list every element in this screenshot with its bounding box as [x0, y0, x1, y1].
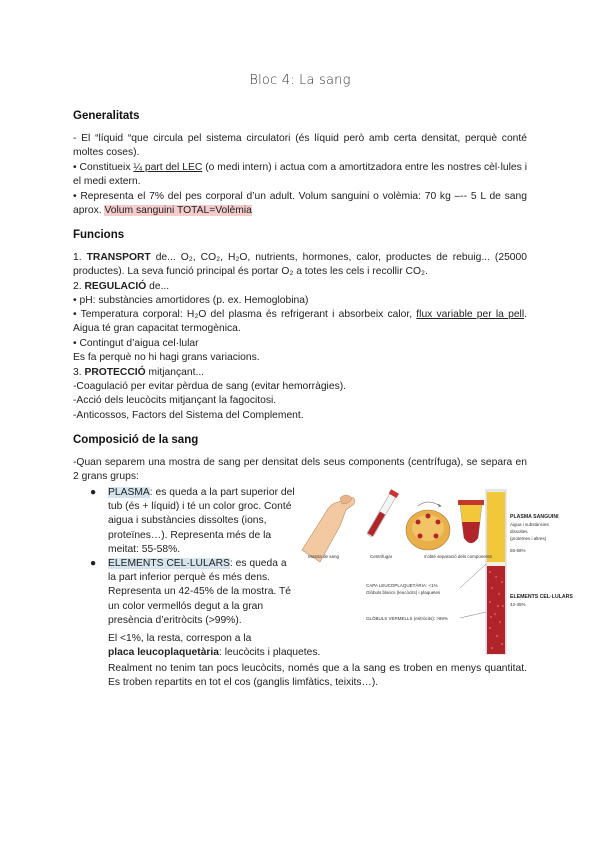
elements-pct-label: 42-45%: [510, 602, 526, 607]
leader-line: [460, 564, 486, 588]
list-item-elements: [90, 557, 295, 628]
text: : leucòcits i plaquetes.: [219, 647, 321, 658]
text: 1.: [73, 252, 87, 263]
plasma-sub2-label: dissoltes: [510, 529, 528, 534]
text: mitjançant...: [145, 367, 205, 378]
bold-text: REGULACIÓ: [84, 281, 147, 292]
buffy-coat-layer: [487, 562, 505, 566]
text: • Temperatura corporal: H₂O del plasma és refrigerant i absorbeix calor,: [73, 309, 417, 320]
step2-label: Centrifugar: [370, 554, 393, 559]
underlined-text: ¼ part del LEC: [133, 162, 203, 173]
line-variacions: Es fa perquè no hi hagi grans variacions.: [73, 352, 260, 363]
capa-title-label: CAPA LEUCOPLAQUETÀRIA: <1%: [366, 583, 438, 588]
text: (o medi intern) i actua com a amortitzadora entre les nostres cèl·lules i el medi extern.: [73, 162, 527, 188]
text: de... O₂, CO₂, H₂O, nutrients, hormones, calor, productes de rebuig... (25000 productes). La seva funció principal és portar O₂ a totes les cels i recollir CO₂.: [73, 252, 527, 278]
underlined-text: flux variable per la pell: [416, 309, 525, 320]
line-placa: [108, 646, 320, 660]
section-heading-generalitats: Generalitats: [73, 110, 140, 122]
capa-sub-label: Glòbuls blancs (leucòcits) i plaquetes: [366, 590, 441, 595]
plasma-pct-label: 55-58%: [510, 548, 526, 553]
text: : es queda a la part superior del tub (és + líquid) i té un color groc. Conté aigua i substàncies dissoltes (ions, proteïnes…). Representa més de la meitat: 55-58%.: [108, 487, 295, 555]
step3-label: s'obté separació dels components: [424, 554, 492, 559]
line-proteccio: [73, 366, 204, 380]
paragraph-generalitats-1: - El “líquid “que circula pel sistema circulatori (és líquid però amb certa densitat, perquè conté moltes coses).: [73, 133, 527, 159]
line-anticossos: -Anticossos, Factors del Sistema del Complement.: [73, 410, 304, 421]
line-coagulacio: -Coagulació per evitar pèrdua de sang (evitar hemorràgies).: [73, 381, 347, 392]
text: • Representa el 7% del pes corporal d’un adult. Volum sanguini o volèmia: 70 kg –-- 5 L de sang aprox.: [73, 191, 527, 217]
line-contingut: • Contingut d’aigua cel·lular: [73, 338, 199, 349]
paragraph-temperatura: [73, 308, 527, 336]
paragraph-transport: [73, 251, 527, 279]
step1-label: Mostra de sang: [308, 554, 340, 559]
plasma-title-label: PLASMA SANGUINI: [510, 514, 559, 520]
leader-line: [460, 612, 486, 618]
text: • Constitueix: [73, 162, 134, 173]
plasma-sub1-label: Aigua i substàncies: [510, 522, 549, 527]
paragraph-generalitats-3: [73, 190, 527, 218]
elements-title-label: ELEMENTS CEL·LULARS: [510, 594, 573, 600]
paragraph-generalitats-2: [73, 161, 527, 189]
component-list: [90, 486, 295, 628]
line-regulacio: [73, 280, 169, 294]
red-cell-layer: [487, 566, 505, 654]
paragraph-final: Realment no tenim tan pocs leucòcits, només que a la sang es troben en menys quantitat. Es troben repartits en tot el cos (ganglis limfàtics, teixits…).: [108, 663, 527, 689]
line-ph: • pH: substàncies amortidores (p. ex. Hemoglobina): [73, 295, 309, 306]
paragraph-composicio-intro: -Quan separem una mostra de sang per densitat dels seus components (centrífuga), se separa en 2 grans grups:: [73, 457, 527, 483]
bold-text: placa leucoplaquetària: [108, 647, 220, 658]
large-tube: [486, 490, 506, 654]
line-fagocitosi: -Acció dels leucòcits mitjançant la fagocitosi.: [73, 395, 277, 406]
text: : es queda a la part inferior perquè és més dens. Representa un 42-45% de la mostra. Té un color vermellós degut a la gran presència d’eritròcits (>99%).: [108, 558, 291, 626]
bullet-icon: ●: [90, 558, 97, 570]
syringe-tube: [366, 489, 399, 538]
centrifuge-icon: [406, 502, 450, 550]
bullet-icon: ●: [90, 487, 97, 498]
page-title: Bloc 4: La sang: [249, 73, 351, 88]
section-heading-composicio: Composició de la sang: [73, 434, 199, 446]
bold-text: PROTECCIÓ: [84, 367, 146, 378]
plasma-label: PLASMA: [108, 487, 150, 498]
bold-text: TRANSPORT: [86, 252, 151, 263]
text: 2.: [73, 281, 85, 292]
globuls-label: GLÒBULS VERMELLS (eritròcits): >99%: [366, 616, 448, 621]
text: . Aigua té gran capacitat termogènica.: [73, 309, 528, 335]
blood-separation-figure: [300, 482, 573, 657]
text: de...: [146, 281, 170, 292]
small-separated-tube: [458, 500, 484, 543]
plasma-sub3-label: (proteïnes i altres): [510, 536, 547, 541]
section-heading-funcions: Funcions: [73, 229, 125, 241]
text: 3.: [73, 367, 85, 378]
arm-illustration: [302, 498, 355, 562]
plasma-layer: [487, 492, 505, 562]
elements-label: ELEMENTS CEL·LULARS: [108, 558, 230, 570]
highlighted-text: Volum sanguini TOTAL=Volèmia: [104, 205, 252, 217]
list-item-plasma: [90, 486, 295, 557]
line-rest: El <1%, la resta, correspon a la: [108, 633, 252, 644]
